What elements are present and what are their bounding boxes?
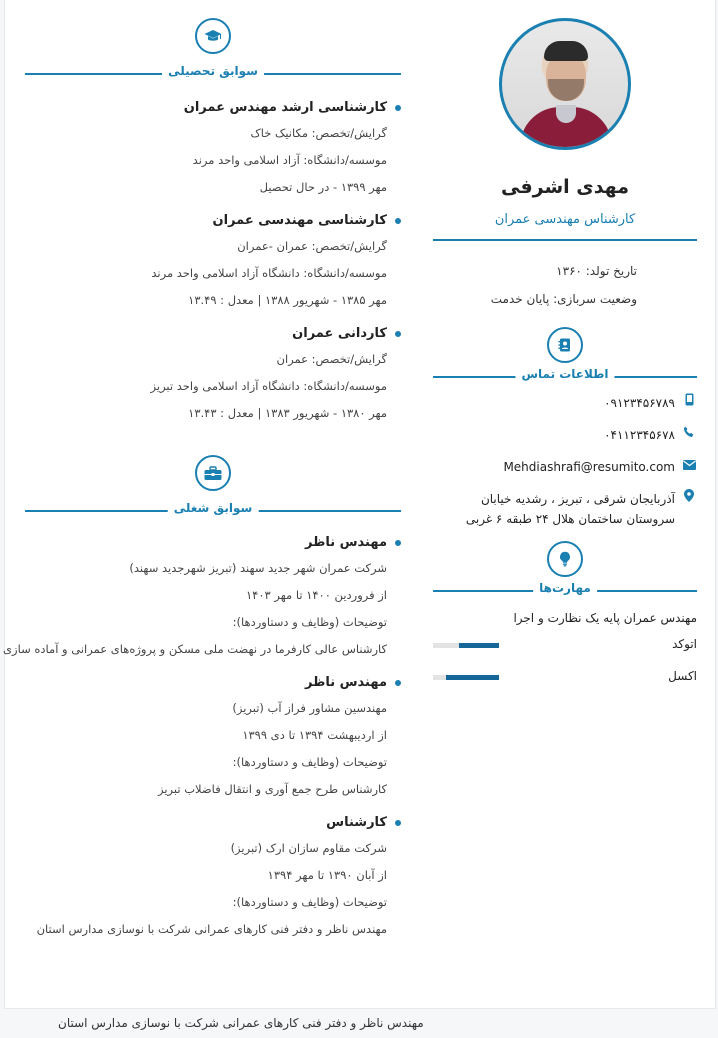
briefcase-icon [195,455,231,491]
skills-section-header [433,541,697,607]
entry-line: از اردیبهشت ۱۳۹۴ تا دی ۱۳۹۹ [242,728,387,742]
entry-line: موسسه/دانشگاه: آزاد اسلامی واحد مرند [192,153,387,167]
entry-title: کاردانی عمران [292,326,387,341]
entry-line: گرایش/تخصص: عمران -عمران [237,239,387,253]
work-entry [25,811,401,943]
skill-label: اتوکد [672,637,697,651]
entry-line: گرایش/تخصص: عمران [276,352,387,366]
map-marker-icon [681,489,697,509]
contact-section-title: اطلاعات تماس [515,367,614,381]
phone-number[interactable]: ۰۴۱۱۲۳۴۵۶۷۸ [604,428,675,442]
entry-line: توضیحات (وظایف و دستاوردها): [232,755,387,769]
personal-info [433,257,697,313]
entry-line: از فروردین ۱۴۰۰ تا مهر ۱۴۰۳ [245,588,387,602]
entry-line: مهر ۱۳۸۵ - شهریور ۱۳۸۸ | معدل : ۱۳.۴۹ [188,293,387,307]
entry-line: کارشناس عالی کارفرما در نهضت ملی مسکن و پروژه‌های عمرانی و آماده سازی [3,642,387,656]
entry-line: موسسه/دانشگاه: دانشگاه آزاد اسلامی واحد تبریز [150,379,387,393]
envelope-icon [681,457,697,477]
profile-job-title: کارشناس مهندسی عمران [433,212,697,241]
lightbulb-icon [547,541,583,577]
entry-title: مهندس ناظر [304,535,387,550]
entry-line: شرکت عمران شهر جدید سهند (تبریز شهرجدید سهند) [129,561,387,575]
skills-list [433,607,697,699]
work-section-title: سوابق شغلی [168,501,259,515]
main-content [3,18,401,943]
contact-email [433,457,697,477]
phone-icon [681,425,697,445]
skill-item [433,635,697,667]
profile-photo [499,18,631,150]
profile-name: مهدی اشرفی [501,176,629,198]
education-section-header [25,18,401,80]
email-address[interactable]: Mehdiashrafi@resumito.com [503,460,675,474]
skill-item: مهندس عمران پایه یک نظارت و اجرا [513,611,697,625]
contact-phone [433,425,697,445]
contact-mobile [433,393,697,413]
birth-date: تاریخ تولد: ۱۳۶۰ [556,264,637,278]
address-text: آذربایجان شرقی ، تبریز ، رشدیه خیابان سروستان ساختمان هلال ۲۴ طبقه ۶ غربی [465,492,675,526]
entry-line: از آبان ۱۳۹۰ تا مهر ۱۳۹۴ [267,868,387,882]
education-entry [25,322,401,427]
work-entry [3,531,401,663]
skill-label: اکسل [668,669,697,683]
entry-title: کارشناسی مهندسی عمران [212,213,387,228]
sidebar [433,18,697,699]
contact-section-header [433,327,697,393]
military-status: وضعیت سربازی: پایان خدمت [490,292,637,306]
entry-line: گرایش/تخصص: مکانیک خاک [250,126,387,140]
address-book-icon [547,327,583,363]
work-section-header [25,455,401,517]
skill-level-bar [433,643,499,648]
graduation-cap-icon [195,18,231,54]
mobile-number[interactable]: ۰۹۱۲۳۴۵۶۷۸۹ [604,396,675,410]
entry-line: مهندس ناظر و دفتر فنی کارهای عمرانی شرکت با نوسازی مدارس استان [36,922,387,936]
entry-title: کارشناسی ارشد مهندس عمران [183,100,387,115]
skill-level-bar [433,675,499,680]
entry-line: مهر ۱۳۹۹ - در حال تحصیل [259,180,387,194]
education-entry [25,96,401,201]
entry-line: شرکت مقاوم سازان ارک (تبریز) [230,841,387,855]
entry-title: کارشناس [326,815,387,830]
resume-page [4,0,716,1009]
page-overflow-text: مهندس ناظر و دفتر فنی کارهای عمرانی شرکت با نوسازی مدارس استان [58,1016,424,1030]
entry-line: کارشناس طرح جمع آوری و انتقال فاضلاب تبریز [158,782,387,796]
skills-section-title: مهارت‌ها [533,581,597,595]
education-section-title: سوابق تحصیلی [162,64,264,78]
entry-line: مهندسین مشاور فراز آب (تبریز) [232,701,387,715]
entry-title: مهندس ناظر [304,675,387,690]
mobile-icon [681,393,697,413]
entry-line: توضیحات (وظایف و دستاوردها): [232,895,387,909]
work-entry [25,671,401,803]
entry-line: مهر ۱۳۸۰ - شهریور ۱۳۸۳ | معدل : ۱۳.۴۳ [188,406,387,420]
contact-address [433,489,697,529]
entry-line: موسسه/دانشگاه: دانشگاه آزاد اسلامی واحد مرند [151,266,387,280]
skill-item [433,667,697,699]
education-entry [25,209,401,314]
entry-line: توضیحات (وظایف و دستاوردها): [232,615,387,629]
